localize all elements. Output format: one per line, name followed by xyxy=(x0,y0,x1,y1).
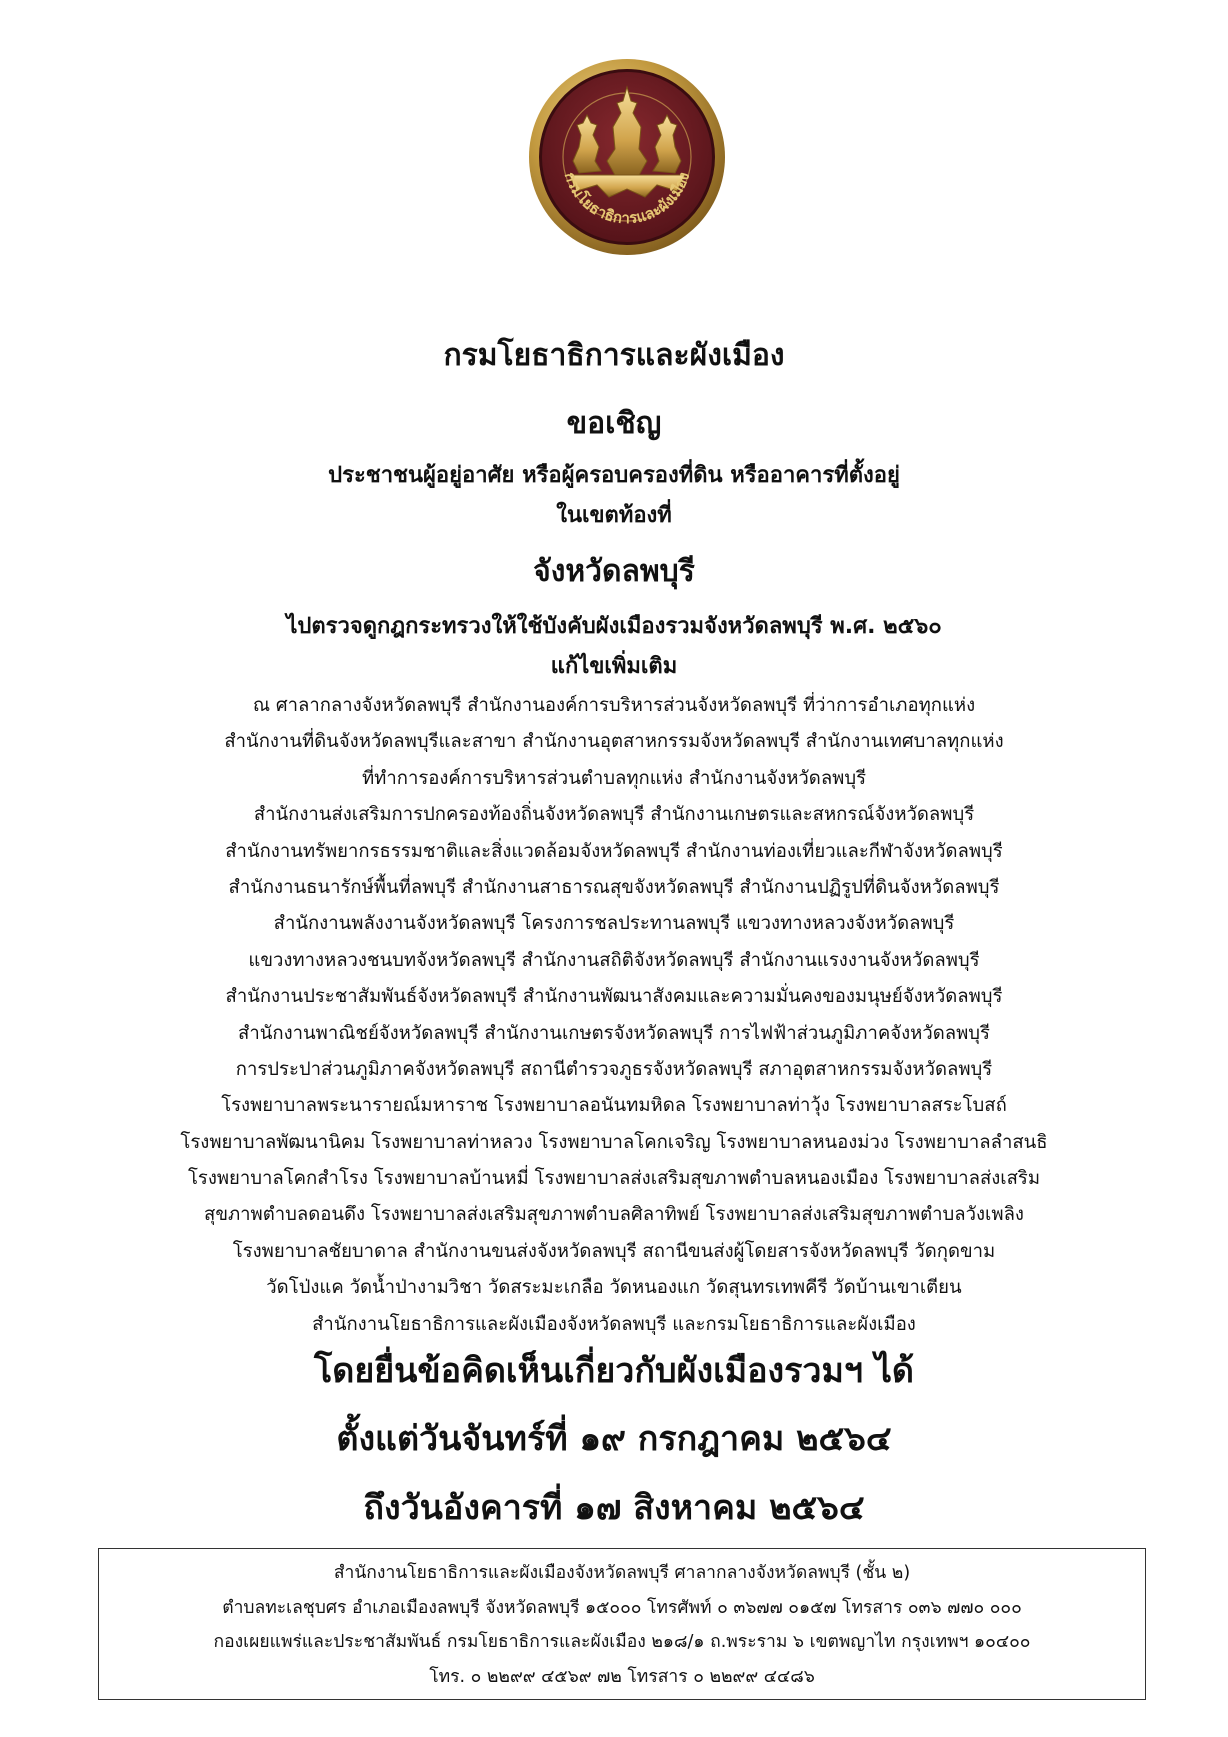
places-line: สำนักงานที่ดินจังหวัดลพบุรีและสาขา สำนักงานอุตสาหกรรมจังหวัดลพบุรี สำนักงานเทศบาลทุกแห่ง xyxy=(224,731,1004,753)
seal-text: กรมโยธาธิการและผังเมือง xyxy=(560,169,694,228)
purpose-line-2: แก้ไขเพิ่มเติม xyxy=(550,654,678,679)
places-line: โรงพยาบาลพัฒนานิคม โรงพยาบาลท่าหลวง โรงพยาบาลโคกเจริญ โรงพยาบาลหนองม่วง โรงพยาบาลลำสนธิ xyxy=(180,1131,1048,1153)
submission-end-date: ถึงวันอังคารที่ ๑๗ สิงหาคม ๒๕๖๔ xyxy=(363,1488,865,1528)
submission-start-date: ตั้งแต่วันจันทร์ที่ ๑๙ กรกฎาคม ๒๕๖๔ xyxy=(336,1419,892,1459)
contact-line-3: กองเผยแพร่และประชาสัมพันธ์ กรมโยธาธิการและผังเมือง ๒๑๘/๑ ถ.พระราม ๖ เขตพญาไท กรุงเทพฯ ๑๐๔๐๐ xyxy=(213,1632,1031,1652)
purpose-line-1: ไปตรวจดูกฎกระทรวงให้ใช้บังคับผังเมืองรวมจังหวัดลพบุรี พ.ศ. ๒๕๖๐ xyxy=(286,614,942,639)
invite-heading: ขอเชิญ xyxy=(566,406,662,441)
places-line: โรงพยาบาลชัยบาดาล สำนักงานขนส่งจังหวัดลพบุรี สถานีขนส่งผู้โดยสารจังหวัดลพบุรี วัดกุดขาม xyxy=(232,1240,996,1262)
places-line: สำนักงานธนารักษ์พื้นที่ลพบุรี สำนักงานสาธารณสุขจังหวัดลพบุรี สำนักงานปฏิรูปที่ดินจังหวัดลพบุรี xyxy=(228,876,1000,898)
places-line: สำนักงานทรัพยากรธรรมชาติและสิ่งแวดล้อมจังหวัดลพบุรี สำนักงานท่องเที่ยวและกีฬาจังหวัดลพบุรี xyxy=(225,840,1003,862)
places-line: สำนักงานพลังงานจังหวัดลพบุรี โครงการชลประทานลพบุรี แขวงทางหลวงจังหวัดลพบุรี xyxy=(273,913,955,935)
audience-line-2: ในเขตท้องที่ xyxy=(556,503,672,528)
places-line: วัดโป่งแค วัดน้ำป่างามวิชา วัดสระมะเกลือ วัดหนองแก วัดสุนทรเทพคีรี วัดบ้านเขาเตียน xyxy=(266,1277,962,1299)
places-line: แขวงทางหลวงชนบทจังหวัดลพบุรี สำนักงานสถิติจังหวัดลพบุรี สำนักงานแรงงานจังหวัดลพบุรี xyxy=(248,949,980,971)
seal-graphic xyxy=(527,57,727,257)
places-line: ณ ศาลากลางจังหวัดลพบุรี สำนักงานองค์การบริหารส่วนจังหวัดลพบุรี ที่ว่าการอำเภอทุกแห่ง xyxy=(252,695,976,716)
places-line: สุขภาพตำบลดอนดึง โรงพยาบาลส่งเสริมสุขภาพตำบลศิลาทิพย์ โรงพยาบาลส่งเสริมสุขภาพตำบลวังเพลิง xyxy=(204,1204,1024,1226)
contact-box xyxy=(98,1548,1146,1700)
places-line: สำนักงานส่งเสริมการปกครองท้องถิ่นจังหวัดลพบุรี สำนักงานเกษตรและสหกรณ์จังหวัดลพบุรี xyxy=(253,804,975,826)
places-line: สำนักงานพาณิชย์จังหวัดลพบุรี สำนักงานเกษตรจังหวัดลพบุรี การไฟฟ้าส่วนภูมิภาคจังหวัดลพบุรี xyxy=(238,1022,990,1044)
department-title: กรมโยธาธิการและผังเมือง xyxy=(443,338,785,373)
dpt-seal-icon xyxy=(527,57,727,257)
audience-line-1: ประชาชนผู้อยู่อาศัย หรือผู้ครอบครองที่ดิน หรืออาคารที่ตั้งอยู่ xyxy=(328,463,900,488)
contact-line-2: ตำบลทะเลชุบศร อำเภอเมืองลพบุรี จังหวัดลพบุรี ๑๕๐๐๐ โทรศัพท์ ๐ ๓๖๗๗ ๐๑๕๗ โทรสาร ๐๓๖ ๗๗๐ ๐๐๐ xyxy=(222,1597,1022,1618)
submission-heading: โดยยื่นข้อคิดเห็นเกี่ยวกับผังเมืองรวมฯ ได้ xyxy=(313,1351,915,1391)
province-heading: จังหวัดลพบุรี xyxy=(533,554,695,589)
contact-line-4: โทร. ๐ ๒๒๙๙ ๔๕๖๙ ๗๒ โทรสาร ๐ ๒๒๙๙ ๔๔๘๖ xyxy=(429,1666,815,1687)
places-line: ที่ทำการองค์การบริหารส่วนตำบลทุกแห่ง สำนักงานจังหวัดลพบุรี xyxy=(361,767,867,789)
places-line: สำนักงานประชาสัมพันธ์จังหวัดลพบุรี สำนักงานพัฒนาสังคมและความมั่นคงของมนุษย์จังหวัดลพบุรี xyxy=(225,986,1003,1008)
places-line: สำนักงานโยธาธิการและผังเมืองจังหวัดลพบุรี และกรมโยธาธิการและผังเมือง xyxy=(312,1313,916,1335)
contact-line-1: สำนักงานโยธาธิการและผังเมืองจังหวัดลพบุรี ศาลากลางจังหวัดลพบุรี (ชั้น ๒) xyxy=(333,1563,911,1583)
places-line: การประปาส่วนภูมิภาคจังหวัดลพบุรี สถานีตำรวจภูธรจังหวัดลพบุรี สภาอุตสาหกรรมจังหวัดลพบุรี xyxy=(235,1058,993,1080)
places-line: โรงพยาบาลพระนารายณ์มหาราช โรงพยาบาลอนันทมหิดล โรงพยาบาลท่าวุ้ง โรงพยาบาลสระโบสถ์ xyxy=(221,1095,1007,1117)
places-line: โรงพยาบาลโคกสำโรง โรงพยาบาลบ้านหมี่ โรงพยาบาลส่งเสริมสุขภาพตำบลหนองเมือง โรงพยาบาลส่งเสริม xyxy=(187,1168,1041,1190)
inspection-places-list xyxy=(0,688,1228,1343)
